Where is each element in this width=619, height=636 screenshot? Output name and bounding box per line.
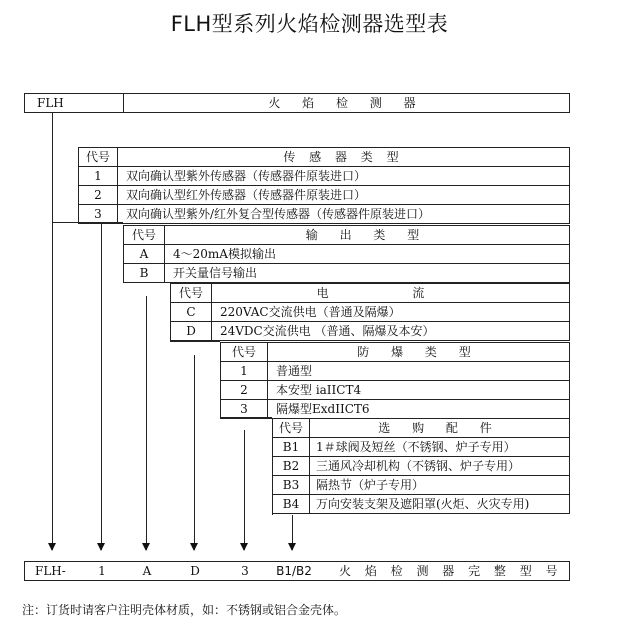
accessory-row — [272, 494, 570, 514]
power-arrow — [194, 355, 195, 550]
output-row-text: 开关量信号输出 — [164, 264, 569, 282]
power-bracket-line — [170, 302, 171, 341]
sensor-row — [78, 185, 570, 205]
power-row-text: 24VDC交流供电 （普通、隔爆及本安） — [211, 322, 569, 340]
sensor-code-header: 代号 — [85, 150, 110, 164]
sensor-row-text: 双向确认型红外传感器（传感器件原装进口） — [117, 186, 569, 204]
power-row-text: 220VAC交流供电（普通及隔爆） — [211, 303, 569, 321]
model-prefix: FLH- — [35, 564, 66, 578]
accessory-row-code: B2 — [282, 459, 300, 473]
accessory-arrow — [292, 515, 293, 550]
explosion-code-header: 代号 — [231, 345, 256, 359]
explosion-row-text: 普通型 — [267, 362, 569, 380]
accessory-code-header: 代号 — [278, 421, 303, 435]
power-row-code: D — [186, 324, 196, 338]
accessory-row-code: B3 — [282, 478, 300, 492]
output-row-code: B — [139, 266, 149, 280]
header-code: FLH — [37, 96, 64, 110]
explosion-row — [220, 361, 570, 381]
accessory-row-text: 三通风冷却机构（不锈钢、炉子专用） — [309, 457, 569, 475]
prefix-arrow — [52, 223, 53, 550]
explosion-bracket-line — [220, 417, 272, 418]
model-label: 火 焰 检 测 器 完 整 型 号 — [339, 564, 563, 578]
accessory-row-text: 1＃球阀及短丝（不锈钢、炉子专用） — [309, 438, 569, 456]
output-bracket-line — [123, 282, 170, 283]
power-header-row — [170, 283, 570, 303]
sensor-row — [78, 204, 570, 224]
accessory-row — [272, 437, 570, 457]
header-name: 火 焰 检 测 器 — [123, 94, 569, 112]
sensor-row-text: 双向确认型紫外传感器（传感器件原装进口） — [117, 167, 569, 185]
output-row-code: A — [139, 247, 149, 261]
power-code-header: 代号 — [178, 286, 203, 300]
sensor-bracket-line — [52, 113, 53, 223]
power-bracket-line — [170, 341, 220, 342]
model-output-code: A — [142, 564, 152, 578]
sensor-title: 传 感 器 类 型 — [117, 148, 569, 166]
accessory-row — [272, 475, 570, 495]
explosion-row-text: 隔爆型ExdIICT6 — [267, 400, 569, 418]
explosion-bracket-line — [220, 361, 221, 417]
accessory-row-text: 万向安装支架及遮阳罩(火炬、火灾专用) — [309, 495, 569, 513]
explosion-header-row — [220, 342, 570, 362]
model-explosion-code: 3 — [241, 564, 249, 578]
explosion-row — [220, 380, 570, 400]
accessory-title: 选 购 配 件 — [309, 419, 569, 437]
accessory-header-row — [272, 418, 570, 438]
output-code-header: 代号 — [131, 228, 156, 242]
explosion-row — [220, 399, 570, 419]
explosion-arrow — [244, 430, 245, 550]
explosion-row-code: 2 — [240, 383, 248, 397]
model-row — [24, 561, 570, 581]
power-row — [170, 302, 570, 322]
model-accessory-code: B1/B2 — [276, 564, 312, 578]
model-sensor-code: 1 — [98, 564, 106, 578]
sensor-row-code: 3 — [94, 207, 102, 221]
sensor-header-row — [78, 147, 570, 167]
output-header-row — [123, 225, 570, 245]
output-row — [123, 244, 570, 264]
accessory-bracket-line — [272, 437, 273, 515]
header-row — [24, 93, 570, 113]
sensor-row-text: 双向确认型紫外/红外复合型传感器（传感器件原装进口） — [117, 205, 569, 223]
power-title: 电 流 — [211, 284, 569, 302]
model-power-code: D — [190, 564, 200, 578]
power-row — [170, 321, 570, 341]
sensor-bracket-line — [52, 222, 123, 223]
sensor-row-code: 2 — [94, 188, 102, 202]
output-bracket-line — [123, 244, 124, 282]
explosion-title: 防 爆 类 型 — [267, 343, 569, 361]
accessory-row-text: 隔热节（炉子专用） — [309, 476, 569, 494]
accessory-row-code: B1 — [282, 440, 300, 454]
sensor-arrow — [101, 223, 102, 550]
sensor-row-code: 1 — [94, 169, 102, 183]
order-note: 注：订货时请客户注明壳体材质，如：不锈钢或铝合金壳体。 — [22, 603, 347, 617]
accessory-row — [272, 456, 570, 476]
power-row-code: C — [186, 305, 196, 319]
output-arrow — [146, 296, 147, 550]
output-title: 输 出 类 型 — [164, 226, 569, 244]
sensor-row — [78, 166, 570, 186]
explosion-row-text: 本安型 iaIICT4 — [267, 381, 569, 399]
output-row-text: 4～20mA模拟输出 — [164, 245, 569, 263]
output-row — [123, 263, 570, 283]
explosion-row-code: 3 — [240, 402, 248, 416]
page-title: FLH型系列火焰检测器选型表 — [170, 12, 449, 36]
accessory-row-code: B4 — [282, 497, 300, 511]
explosion-row-code: 1 — [240, 364, 248, 378]
